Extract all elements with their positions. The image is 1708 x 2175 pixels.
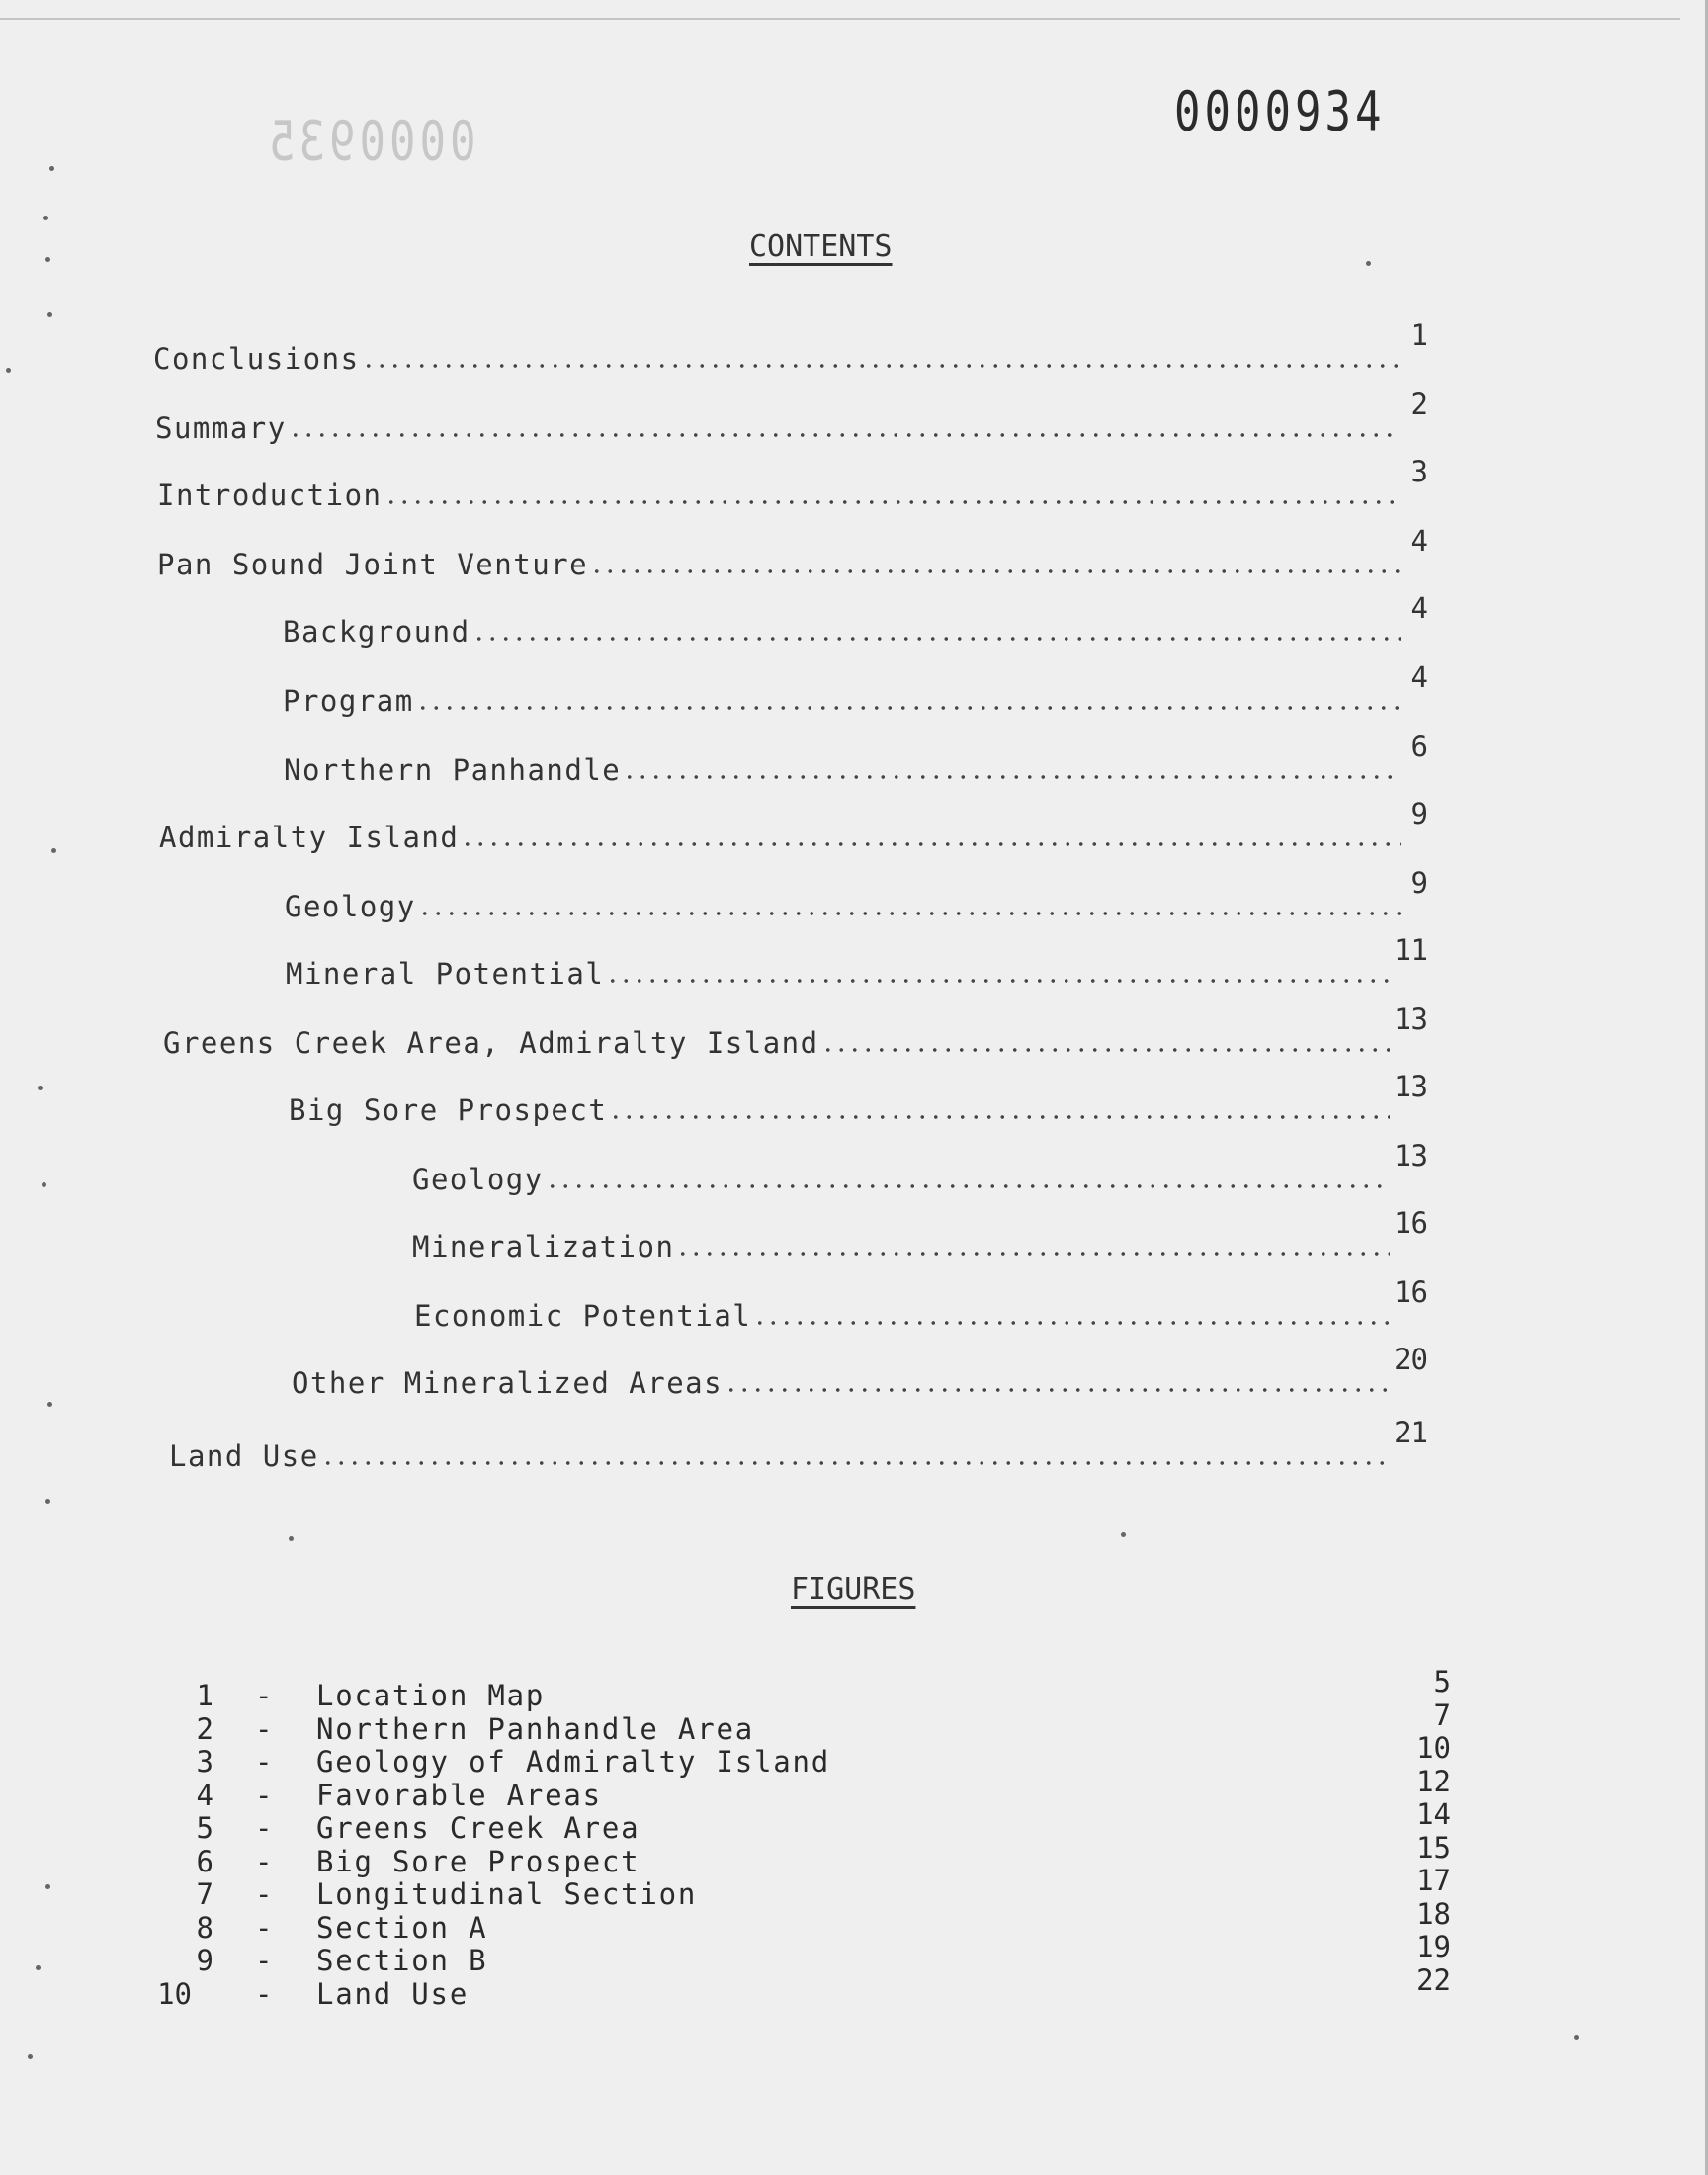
toc-entry-page: 13: [1394, 1002, 1428, 1036]
toc-entry: [289, 1070, 1428, 1127]
toc-entry-title: Mineralization: [412, 1230, 675, 1263]
dot-leader: [321, 1461, 1390, 1465]
toc-entry-page: 4: [1410, 591, 1428, 625]
document-number: 0000934: [1174, 80, 1386, 144]
toc-entry-title: Big Sore Prospect: [289, 1093, 608, 1127]
toc-entry: [163, 1002, 1428, 1060]
toc-entry: [169, 1416, 1428, 1473]
figure-separator: -: [255, 1778, 273, 1812]
toc-entry-page: 6: [1410, 730, 1428, 763]
dot-leader: [821, 1048, 1390, 1052]
scan-speck: [28, 2054, 33, 2059]
figure-number: 4: [196, 1778, 214, 1812]
toc-entry-page: 4: [1410, 524, 1428, 558]
toc-entry-title: Economic Potential: [414, 1299, 752, 1333]
toc-entry: [283, 660, 1428, 718]
toc-entry-title: Mineral Potential: [286, 957, 605, 991]
toc-entry-page: 13: [1394, 1139, 1428, 1173]
figure-separator: -: [255, 1944, 273, 1977]
figure-title: Longitudinal Section: [316, 1877, 698, 1911]
toc-entry-page: 13: [1394, 1070, 1428, 1103]
contents-heading: CONTENTS: [749, 229, 893, 264]
dot-leader: [362, 364, 1401, 368]
scan-speck: [51, 848, 56, 853]
dot-leader: [416, 706, 1401, 710]
bleed-through-number: 0000935: [265, 110, 476, 174]
toc-entry-title: Summary: [155, 411, 287, 445]
toc-entry: [412, 1139, 1428, 1196]
figure-page: 22: [1416, 1962, 1451, 1997]
figures-heading: FIGURES: [791, 1572, 916, 1607]
scan-speck: [49, 166, 54, 171]
toc-entry-page: 9: [1410, 797, 1428, 830]
figure-separator: -: [255, 1679, 273, 1712]
figure-number: 7: [196, 1877, 214, 1911]
toc-entry: [414, 1275, 1428, 1333]
figure-page: 10: [1416, 1731, 1451, 1765]
toc-entry-title: Conclusions: [153, 342, 360, 376]
figure-title: Big Sore Prospect: [316, 1844, 640, 1878]
toc-entry-title: Background: [283, 615, 470, 649]
scan-speck: [42, 1182, 46, 1187]
toc-entry-title: Introduction: [157, 478, 383, 512]
toc-entry-page: 21: [1394, 1416, 1428, 1449]
scan-speck: [6, 368, 11, 373]
scan-speck: [1366, 261, 1371, 266]
scan-speck: [47, 1402, 52, 1407]
dot-leader: [609, 1115, 1390, 1119]
toc-entry-title: Pan Sound Joint Venture: [157, 548, 589, 581]
toc-entry-page: 16: [1394, 1206, 1428, 1240]
toc-entry: [285, 866, 1428, 923]
toc-entry: [292, 1343, 1428, 1400]
dot-leader: [590, 569, 1401, 573]
toc-entry-page: 1: [1410, 318, 1428, 352]
toc-entry-page: 3: [1410, 455, 1428, 488]
figure-number: 6: [196, 1844, 214, 1878]
figure-number: 5: [196, 1811, 214, 1845]
toc-entry-page: 2: [1410, 388, 1428, 421]
toc-entry: [155, 388, 1428, 445]
dot-leader: [384, 500, 1401, 504]
figure-number: 10: [157, 1976, 192, 2011]
toc-entry-page: 16: [1394, 1275, 1428, 1309]
figure-page: 18: [1416, 1896, 1451, 1931]
dot-leader: [289, 433, 1401, 437]
toc-entry-title: Geology: [285, 890, 416, 923]
toc-entry-title: Admiralty Island: [159, 821, 460, 854]
toc-entry-title: Greens Creek Area, Admiralty Island: [163, 1026, 819, 1060]
dot-leader: [418, 912, 1401, 915]
figure-number: 2: [196, 1711, 214, 1746]
toc-entry-title: Land Use: [169, 1439, 319, 1473]
figure-title: Section B: [316, 1944, 488, 1977]
figure-page: 17: [1416, 1864, 1451, 1897]
scan-speck: [36, 1965, 41, 1970]
toc-entry-title: Northern Panhandle: [284, 753, 622, 787]
figure-page: 12: [1416, 1764, 1451, 1798]
dot-leader: [623, 775, 1401, 779]
figure-separator: -: [255, 1877, 273, 1911]
figure-title: Favorable Areas: [316, 1778, 602, 1812]
figure-title: Geology of Admiralty Island: [316, 1745, 831, 1779]
toc-entry-page: 4: [1410, 660, 1428, 694]
scan-speck: [38, 1086, 43, 1090]
scan-speck: [45, 1884, 50, 1889]
toc-entry: [157, 524, 1428, 581]
scan-speck: [1121, 1532, 1126, 1537]
figure-page: 19: [1416, 1930, 1451, 1963]
scan-top-edge: [0, 0, 1680, 20]
figure-number: 3: [196, 1745, 214, 1779]
figure-separator: -: [255, 1811, 273, 1845]
scan-speck: [45, 257, 50, 262]
figure-title: Land Use: [316, 1976, 470, 2011]
scan-speck: [47, 312, 52, 317]
figure-separator: -: [255, 1844, 273, 1878]
scan-speck: [43, 216, 48, 220]
figure-page: 5: [1433, 1665, 1451, 1698]
figure-page: 15: [1416, 1830, 1451, 1865]
toc-entry-page: 9: [1410, 866, 1428, 900]
dot-leader: [472, 637, 1401, 641]
toc-entry: [157, 455, 1428, 512]
figure-separator: -: [255, 1910, 273, 1945]
toc-entry-page: 11: [1394, 933, 1428, 967]
figure-separator: -: [255, 1976, 273, 2011]
toc-entry-title: Program: [283, 684, 414, 718]
dot-leader: [546, 1184, 1390, 1188]
figure-separator: -: [255, 1745, 273, 1779]
figure-title: Greens Creek Area: [316, 1811, 640, 1845]
toc-entry-title: Other Mineralized Areas: [292, 1366, 724, 1400]
figure-page: 7: [1433, 1697, 1451, 1732]
dot-leader: [725, 1388, 1390, 1392]
figure-page: 14: [1416, 1797, 1451, 1831]
scan-speck: [1574, 2035, 1579, 2040]
dot-leader: [676, 1252, 1390, 1256]
toc-entry-page: 20: [1394, 1343, 1428, 1376]
toc-entry-title: Geology: [412, 1163, 544, 1196]
toc-entry: [412, 1206, 1428, 1263]
toc-entry: [283, 591, 1428, 649]
figure-separator: -: [255, 1711, 273, 1746]
figure-number: 9: [196, 1944, 214, 1977]
toc-entry: [286, 933, 1428, 991]
toc-entry: [153, 318, 1428, 376]
figure-title: Northern Panhandle Area: [316, 1711, 754, 1746]
scan-speck: [45, 1499, 50, 1504]
figure-title: Section A: [316, 1910, 488, 1945]
toc-entry: [159, 797, 1428, 854]
figure-number: 1: [196, 1679, 214, 1712]
dot-leader: [753, 1321, 1390, 1325]
scan-speck: [289, 1536, 294, 1541]
figure-title: Location Map: [316, 1679, 546, 1712]
dot-leader: [606, 979, 1390, 983]
dot-leader: [461, 842, 1401, 846]
toc-entry: [284, 730, 1428, 787]
figure-number: 8: [196, 1910, 214, 1945]
